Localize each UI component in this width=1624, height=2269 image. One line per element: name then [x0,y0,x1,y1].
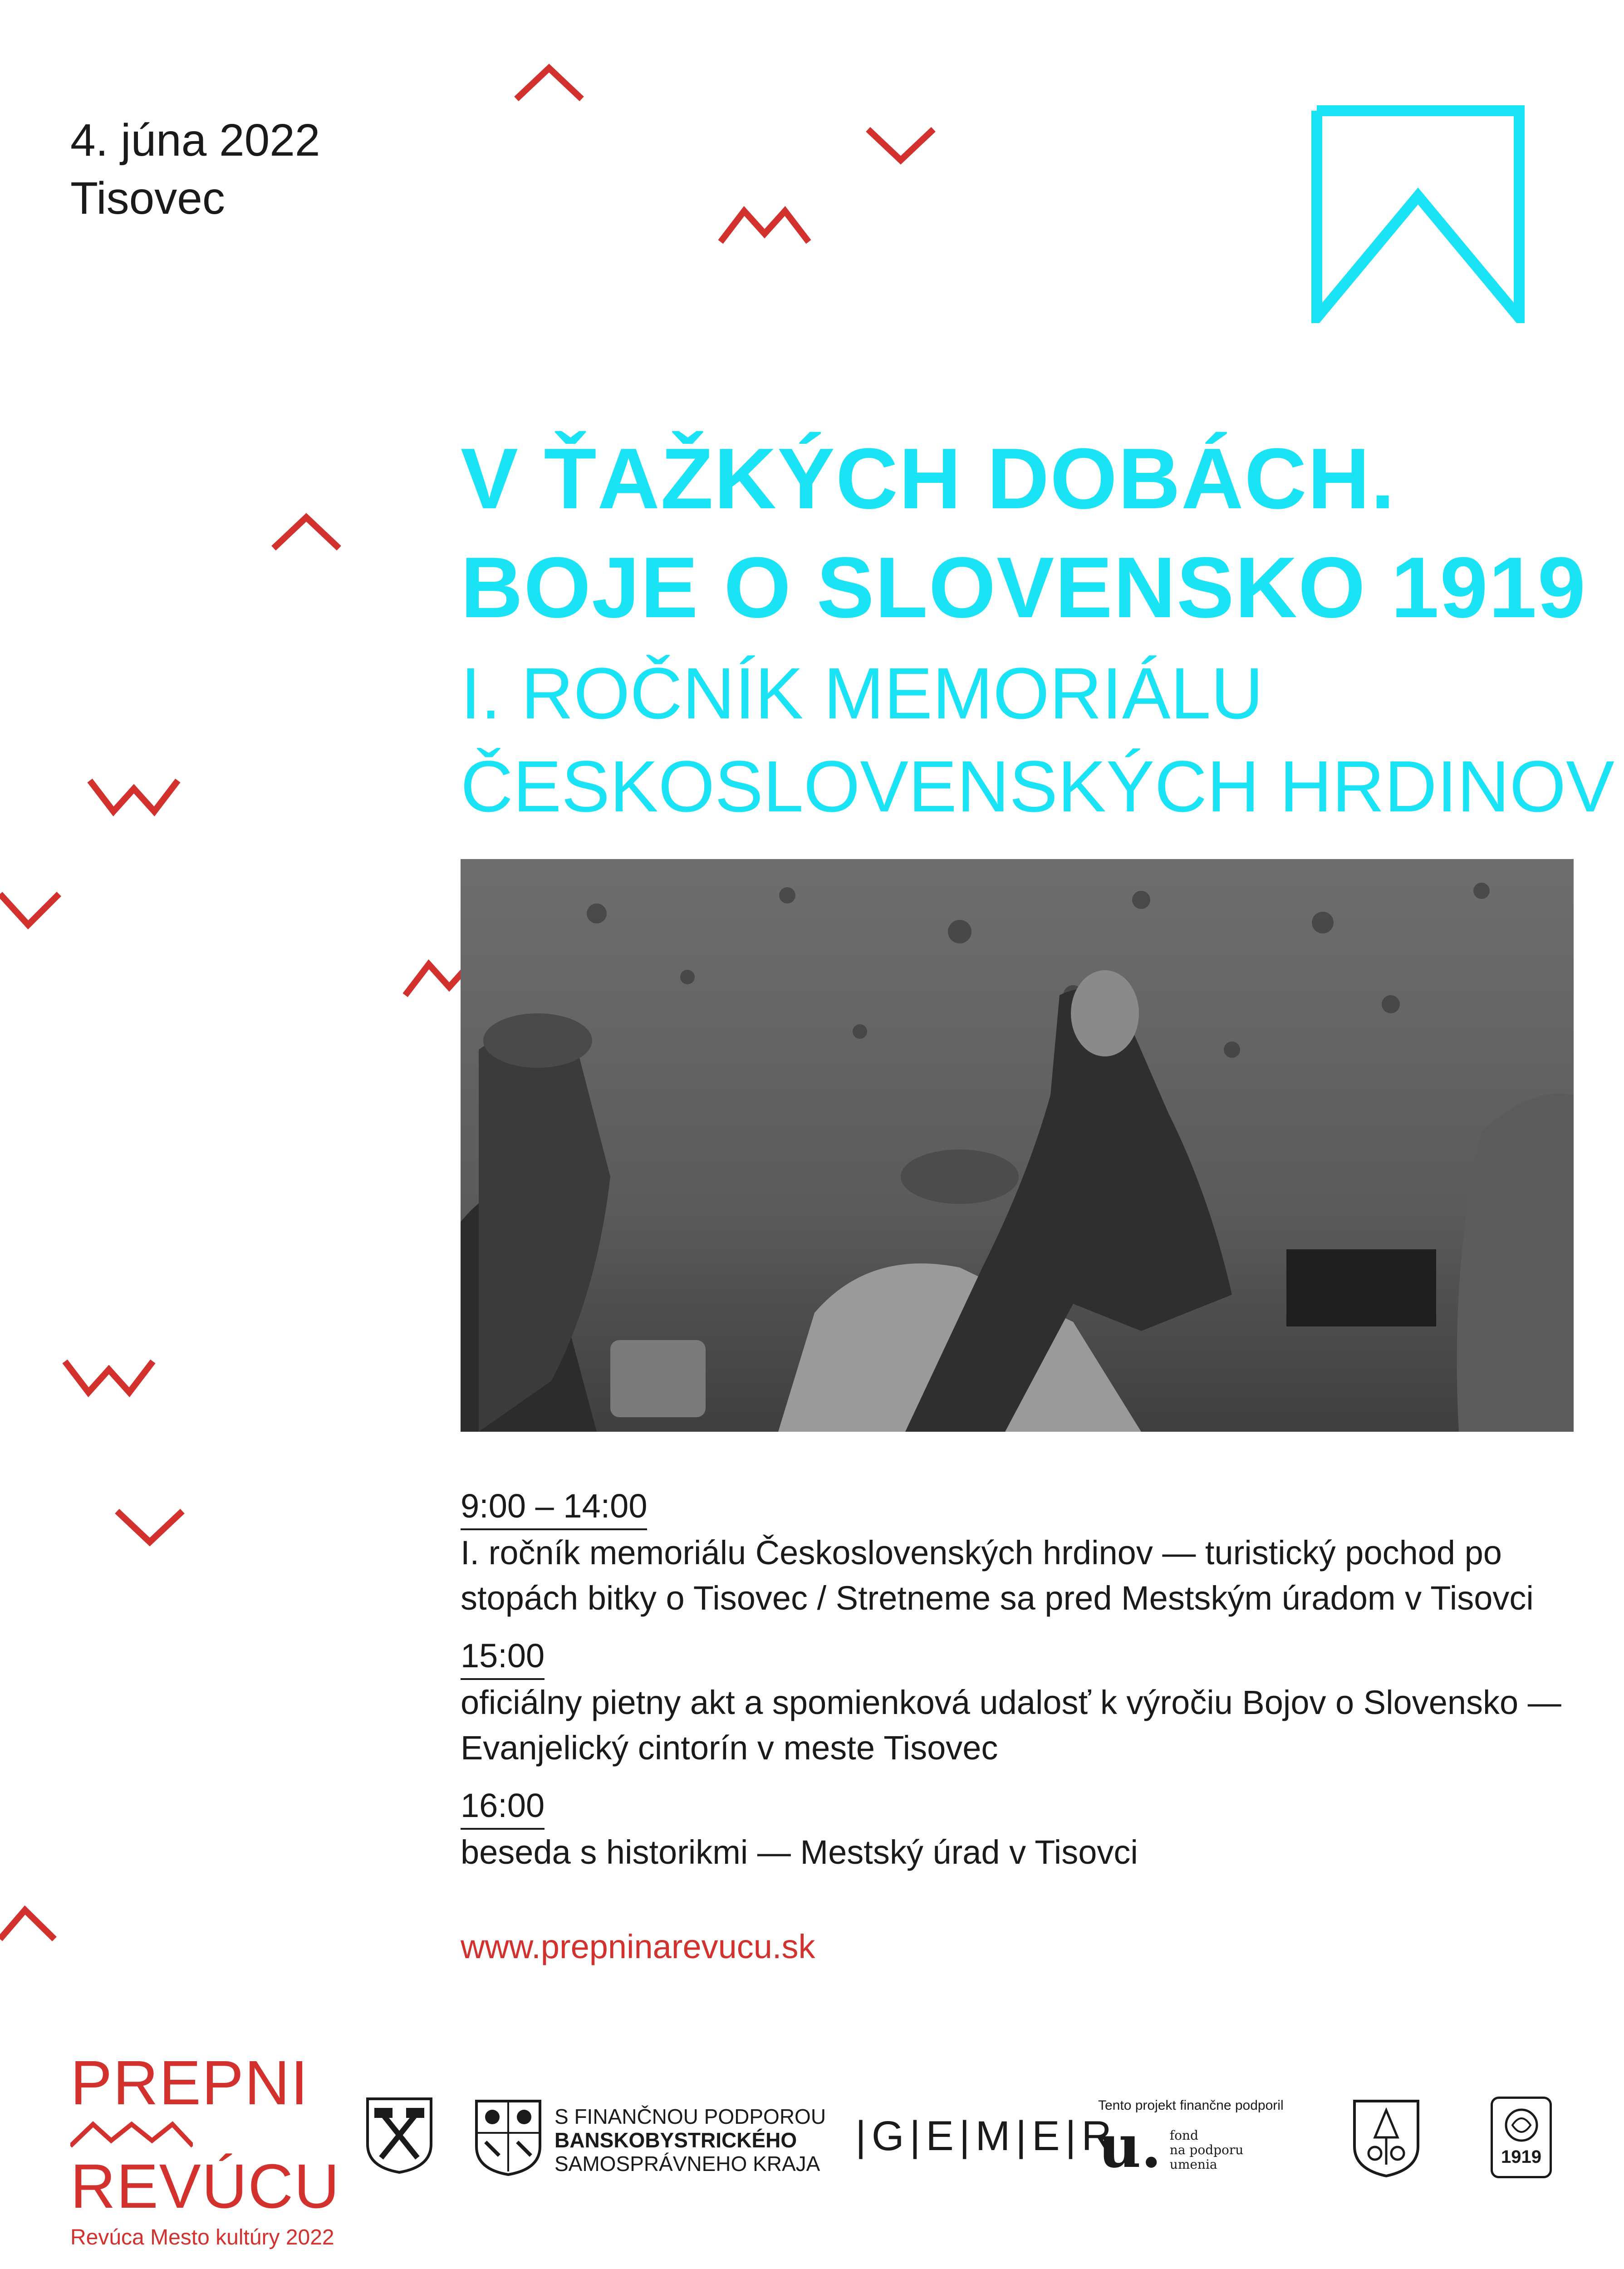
schedule-description: beseda s historikmi — Mestský úrad v Tisovci [461,1833,1138,1871]
schedule-time: 15:00 [461,1634,545,1680]
zigzag-icon [61,1352,157,1398]
memorial-emblem-icon [1501,2107,1542,2143]
schedule-description: I. ročník memoriálu Československých hrdinov — turistický pochod po [461,1534,1502,1572]
schedule-time: 16:00 [461,1783,545,1830]
chevron-down-icon [864,125,937,166]
schedule-description: Evanjelický cintorín v meste Tisovec [461,1729,998,1767]
brand-zigzag-icon [70,2119,193,2151]
historical-photo [461,859,1574,1432]
chevron-down-icon [113,1507,186,1547]
bbsk-coat-of-arms-icon [472,2097,545,2178]
schedule-description: stopách bitky o Tisovec / Stretneme sa pred Mestským úradom v Tisovci [461,1579,1534,1617]
website-link[interactable]: www.prepninarevucu.sk [461,1928,815,1965]
brand-word-1: PREPNI [70,2048,309,2118]
fpu-logo: Tento projekt finančne podporil u. fond na podporu umenia [1098,2098,1284,2181]
title-line-2: BOJE O SLOVENSKO 1919 [461,540,1587,636]
tisovec-coat-of-arms-icon [1350,2097,1423,2181]
event-date: 4. júna 2022 [70,115,320,166]
title-line-1: V ŤAŽKÝCH DOBÁCH. [461,431,1396,527]
bbsk-support-text: S FINANČNOU PODPOROU BANSKOBYSTRICKÉHO SAMOSPRÁVNEHO KRAJA [554,2105,826,2176]
chevron-up-icon [513,64,585,104]
title-block [461,424,1614,833]
event-date-place [70,111,320,227]
schedule-time: 9:00 – 14:00 [461,1484,647,1530]
chevron-down-icon [0,889,64,930]
coat-of-arms-hammers-icon [363,2094,436,2176]
subtitle-line-1: I. ROČNÍK MEMORIÁLU [461,653,1264,734]
memorial-1919-badge: 1919 [1491,2097,1552,2178]
chevron-up-icon [270,513,343,554]
schedule-item [461,1783,1595,1875]
schedule-item [461,1484,1595,1621]
event-schedule [461,1484,1595,1888]
brand-logo [70,2049,340,2251]
subtitle-line-2: ČESKOSLOVENSKÝCH HRDINOV [461,746,1614,827]
event-place: Tisovec [70,173,225,224]
photo-illustration [461,859,1574,1432]
chevron-up-icon [0,1904,59,1945]
zigzag-icon [86,771,182,817]
schedule-description: oficiálny pietny akt a spomienková udalosť k výročiu Bojov o Slovensko — [461,1684,1561,1721]
schedule-item [461,1634,1595,1771]
brand-word-2: REVÚCU [70,2151,340,2221]
brand-tagline: Revúca Mesto kultúry 2022 [70,2225,334,2249]
gemer-logo: |G|E|M|E|R [855,2113,1117,2159]
zigzag-icon [717,202,812,247]
bookmark-icon [1311,105,1525,323]
